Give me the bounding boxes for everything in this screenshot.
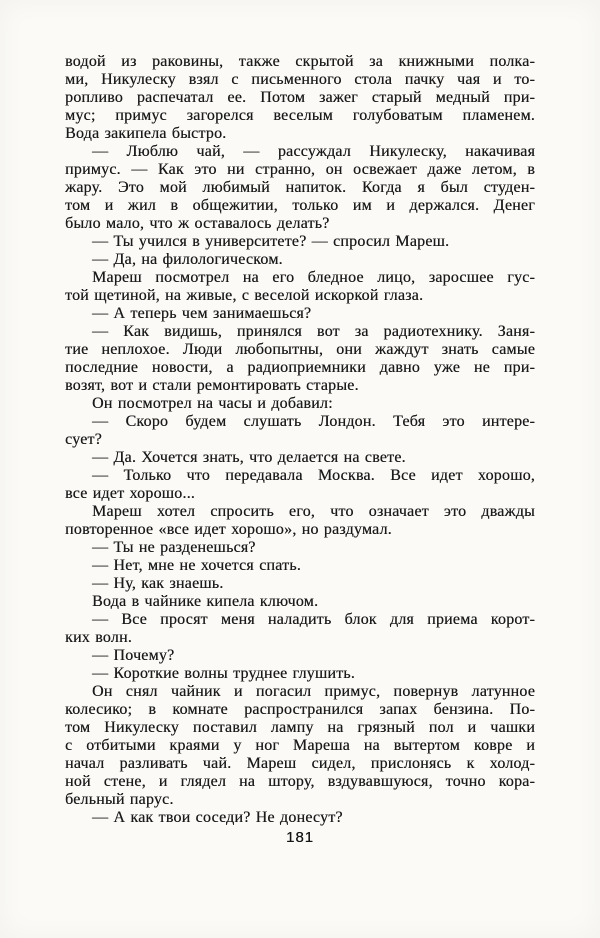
paragraph: [65, 503, 535, 539]
paragraph: [65, 647, 535, 665]
text-line: Вода закипела быстро.: [65, 125, 227, 142]
paragraph: [65, 251, 535, 269]
text-line: возят, вот и стали ремонтировать старые.: [65, 377, 359, 394]
paragraph: [65, 395, 535, 413]
paragraph: [65, 683, 535, 809]
paragraph: [65, 809, 535, 827]
text-line: бельный парус.: [65, 791, 174, 808]
text-line: было мало, что ж оставалось делать?: [65, 215, 330, 232]
text-line: — Ты учился в университете? — спросил Мареш.: [92, 233, 450, 250]
text-line: Вода в чайнике кипела ключом.: [92, 593, 319, 610]
page-text: [65, 53, 535, 827]
text-line: — Скоро будем слушать Лондон. Тебя это интере-: [92, 413, 535, 430]
page-number: 181: [285, 829, 315, 846]
paragraph: [65, 305, 535, 323]
text-line: — Ты не разденешься?: [92, 539, 256, 556]
text-line: сует?: [65, 431, 102, 448]
paragraph: [65, 575, 535, 593]
text-line: — Все просят меня наладить блок для приема корот-: [92, 611, 535, 628]
text-line: тие неплохое. Люди любопытны, они жаждут знать самые: [65, 341, 535, 358]
paragraph: [65, 143, 535, 233]
text-line: — А теперь чем занимаешься?: [92, 305, 312, 322]
paragraph: [65, 539, 535, 557]
paragraph: [65, 449, 535, 467]
paragraph: [65, 233, 535, 251]
paragraph: [65, 611, 535, 647]
paragraph: [65, 413, 535, 449]
text-line: повторенное «все идет хорошо», но раздумал.: [65, 521, 392, 538]
paragraph: [65, 323, 535, 395]
text-line: жару. Это мой любимый напиток. Когда я был студен-: [65, 179, 535, 196]
text-line: Он посмотрел на часы и добавил:: [92, 395, 333, 412]
paragraph: [65, 269, 535, 305]
text-line: Мареш хотел спросить его, что означает это дважды: [92, 503, 535, 520]
text-line: — Да, на филологическом.: [92, 251, 283, 268]
text-line: водой из раковины, также скрытой за книжными полка-: [65, 53, 535, 70]
text-line: ми, Никулеску взял с письменного стола пачку чая и то-: [65, 71, 535, 88]
text-line: — Да. Хочется знать, что делается на свете.: [92, 449, 406, 466]
text-line: с отбитыми краями у ног Мареша на вытертом ковре и: [65, 737, 535, 754]
text-line: той щетиной, на живые, с веселой искоркой глаза.: [65, 287, 424, 304]
text-line: все идет хорошо...: [65, 485, 195, 502]
text-line: — Люблю чай, — рассуждал Никулеску, накачивая: [92, 143, 535, 160]
text-line: ной стене, и глядел на штору, вздувавшуюся, точно кора-: [65, 773, 535, 790]
text-line: — Ну, как знаешь.: [92, 575, 224, 592]
paragraph: [65, 467, 535, 503]
paragraph: [65, 665, 535, 683]
text-line: — Нет, мне не хочется спать.: [92, 557, 301, 574]
text-line: том Никулеску поставил лампу на грязный пол и чашки: [65, 719, 535, 736]
text-line: Он снял чайник и погасил примус, повернув латунное: [92, 683, 535, 700]
text-line: колесико; в комнате распространился запах бензина. По-: [65, 701, 535, 718]
paragraph: [65, 557, 535, 575]
text-line: ропливо распечатал ее. Потом зажег старый медный при-: [65, 89, 535, 106]
text-line: — Только что передавала Москва. Все идет хорошо,: [92, 467, 535, 484]
text-line: — Почему?: [92, 647, 175, 664]
text-line: ких волн.: [65, 629, 132, 646]
text-line: Мареш посмотрел на его бледное лицо, заросшее гус-: [92, 269, 535, 286]
text-line: том и жил в общежитии, только им и держался. Денег: [65, 197, 535, 214]
paragraph: [65, 53, 535, 143]
text-line: последние новости, а радиоприемники давно уже не при-: [65, 359, 535, 376]
text-line: — А как твои соседи? Не донесут?: [92, 809, 343, 826]
text-line: примус. — Как это ни странно, он освежает даже летом, в: [65, 161, 535, 178]
paragraph: [65, 593, 535, 611]
text-line: начал разливать чай. Мареш сидел, прислонясь к холод-: [65, 755, 535, 772]
text-line: — Как видишь, принялся вот за радиотехнику. Заня-: [92, 323, 535, 340]
text-line: мус; примус загорелся веселым голубоватым пламенем.: [65, 107, 535, 124]
text-line: — Короткие волны труднее глушить.: [92, 665, 356, 682]
